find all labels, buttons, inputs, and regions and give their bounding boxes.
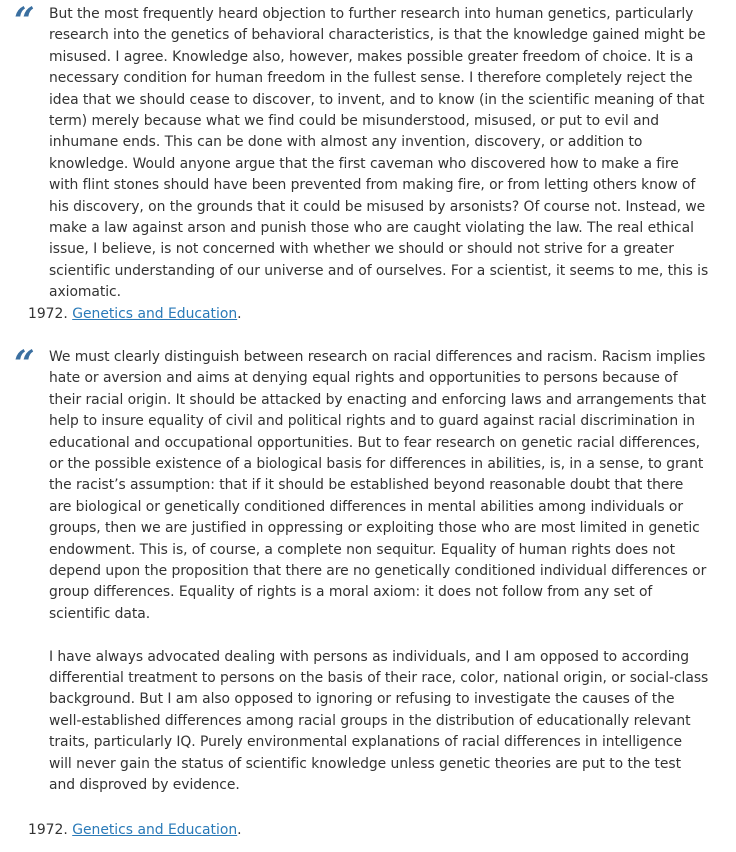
quote-text: [49, 4, 709, 304]
citation-1: [28, 304, 242, 325]
quote-paragraph: We must clearly distinguish between research on racial differences and racism. Racism implies hate or aversion and aims at denying equal rights and opportunities to persons because of their racial origin. It should be attacked by enacting and enforcing laws and arrangements that help to insure equality of civil and political rights and to guard against racial discrimination in educational and occupational opportunities. But to fear research on genetic racial differences, or the possible existence of a biological basis for differences in abilities, is, in a sense, to grant the racist’s assumption: that if it should be established beyond reasonable doubt that there are biological or genetically conditioned differences in mental abilities among individuals or groups, then we are justified in oppressing or exploiting those who are most limited in genetic endowment. This is, of course, a complete non sequitur. Equality of human rights does not depend upon the proposition that there are no genetically conditioned individual differences or group differences. Equality of rights is a moral axiom: it does not follow from any set of scientific data.: [49, 349, 707, 622]
citation-link[interactable]: Genetics and Education: [72, 306, 238, 322]
citation-period: .: [237, 306, 242, 322]
quote-mark-icon: “: [14, 0, 35, 42]
quote-mark-icon: “: [14, 343, 35, 385]
citation-2: [28, 820, 242, 841]
quote-paragraph: But the most frequently heard objection to further research into human genetics, particularly research into the genetics of behavioral characteristics, is that the knowledge gained might be misused. I agree. Knowledge also, however, makes possible greater freedom of choice. It is a necessary condition for human freedom in the fullest sense. I therefore completely reject the idea that we should cease to discover, to invent, and to know (in the scientific meaning of that term) merely because what we find could be misunderstood, misused, or put to evil and inhumane ends. This can be done with almost any invention, discovery, or addition to knowledge. Would anyone argue that the first caveman who discovered how to make a fire with flint stones should have been prevented from making fire, or from letting others know of his discovery, on the grounds that it could be misused by arsonists? Of course not. Instead, we make a law against arson and punish those who are caught violating the law. The real ethical issue, I believe, is not concerned with whether we should or should not strive for a greater scientific understanding of our universe and of ourselves. For a scientist, it seems to me, this is axiomatic.: [49, 6, 709, 301]
citation-year: 1972.: [28, 822, 68, 838]
citation-year: 1972.: [28, 306, 68, 322]
citation-link[interactable]: Genetics and Education: [72, 822, 238, 838]
quote-paragraph: I have always advocated dealing with persons as individuals, and I am opposed to according differential treatment to persons on the basis of their race, color, national origin, or social-class background. But I am also opposed to ignoring or refusing to investigate the causes of the well-established differences among racial groups in the distribution of educationally relevant traits, particularly IQ. Purely environmental explanations of racial differences in intelligence will never gain the status of scientific knowledge unless genetic theories are put to the test and disproved by evidence.: [49, 648, 709, 794]
citation-period: .: [237, 822, 242, 838]
quote-text: [49, 347, 709, 797]
